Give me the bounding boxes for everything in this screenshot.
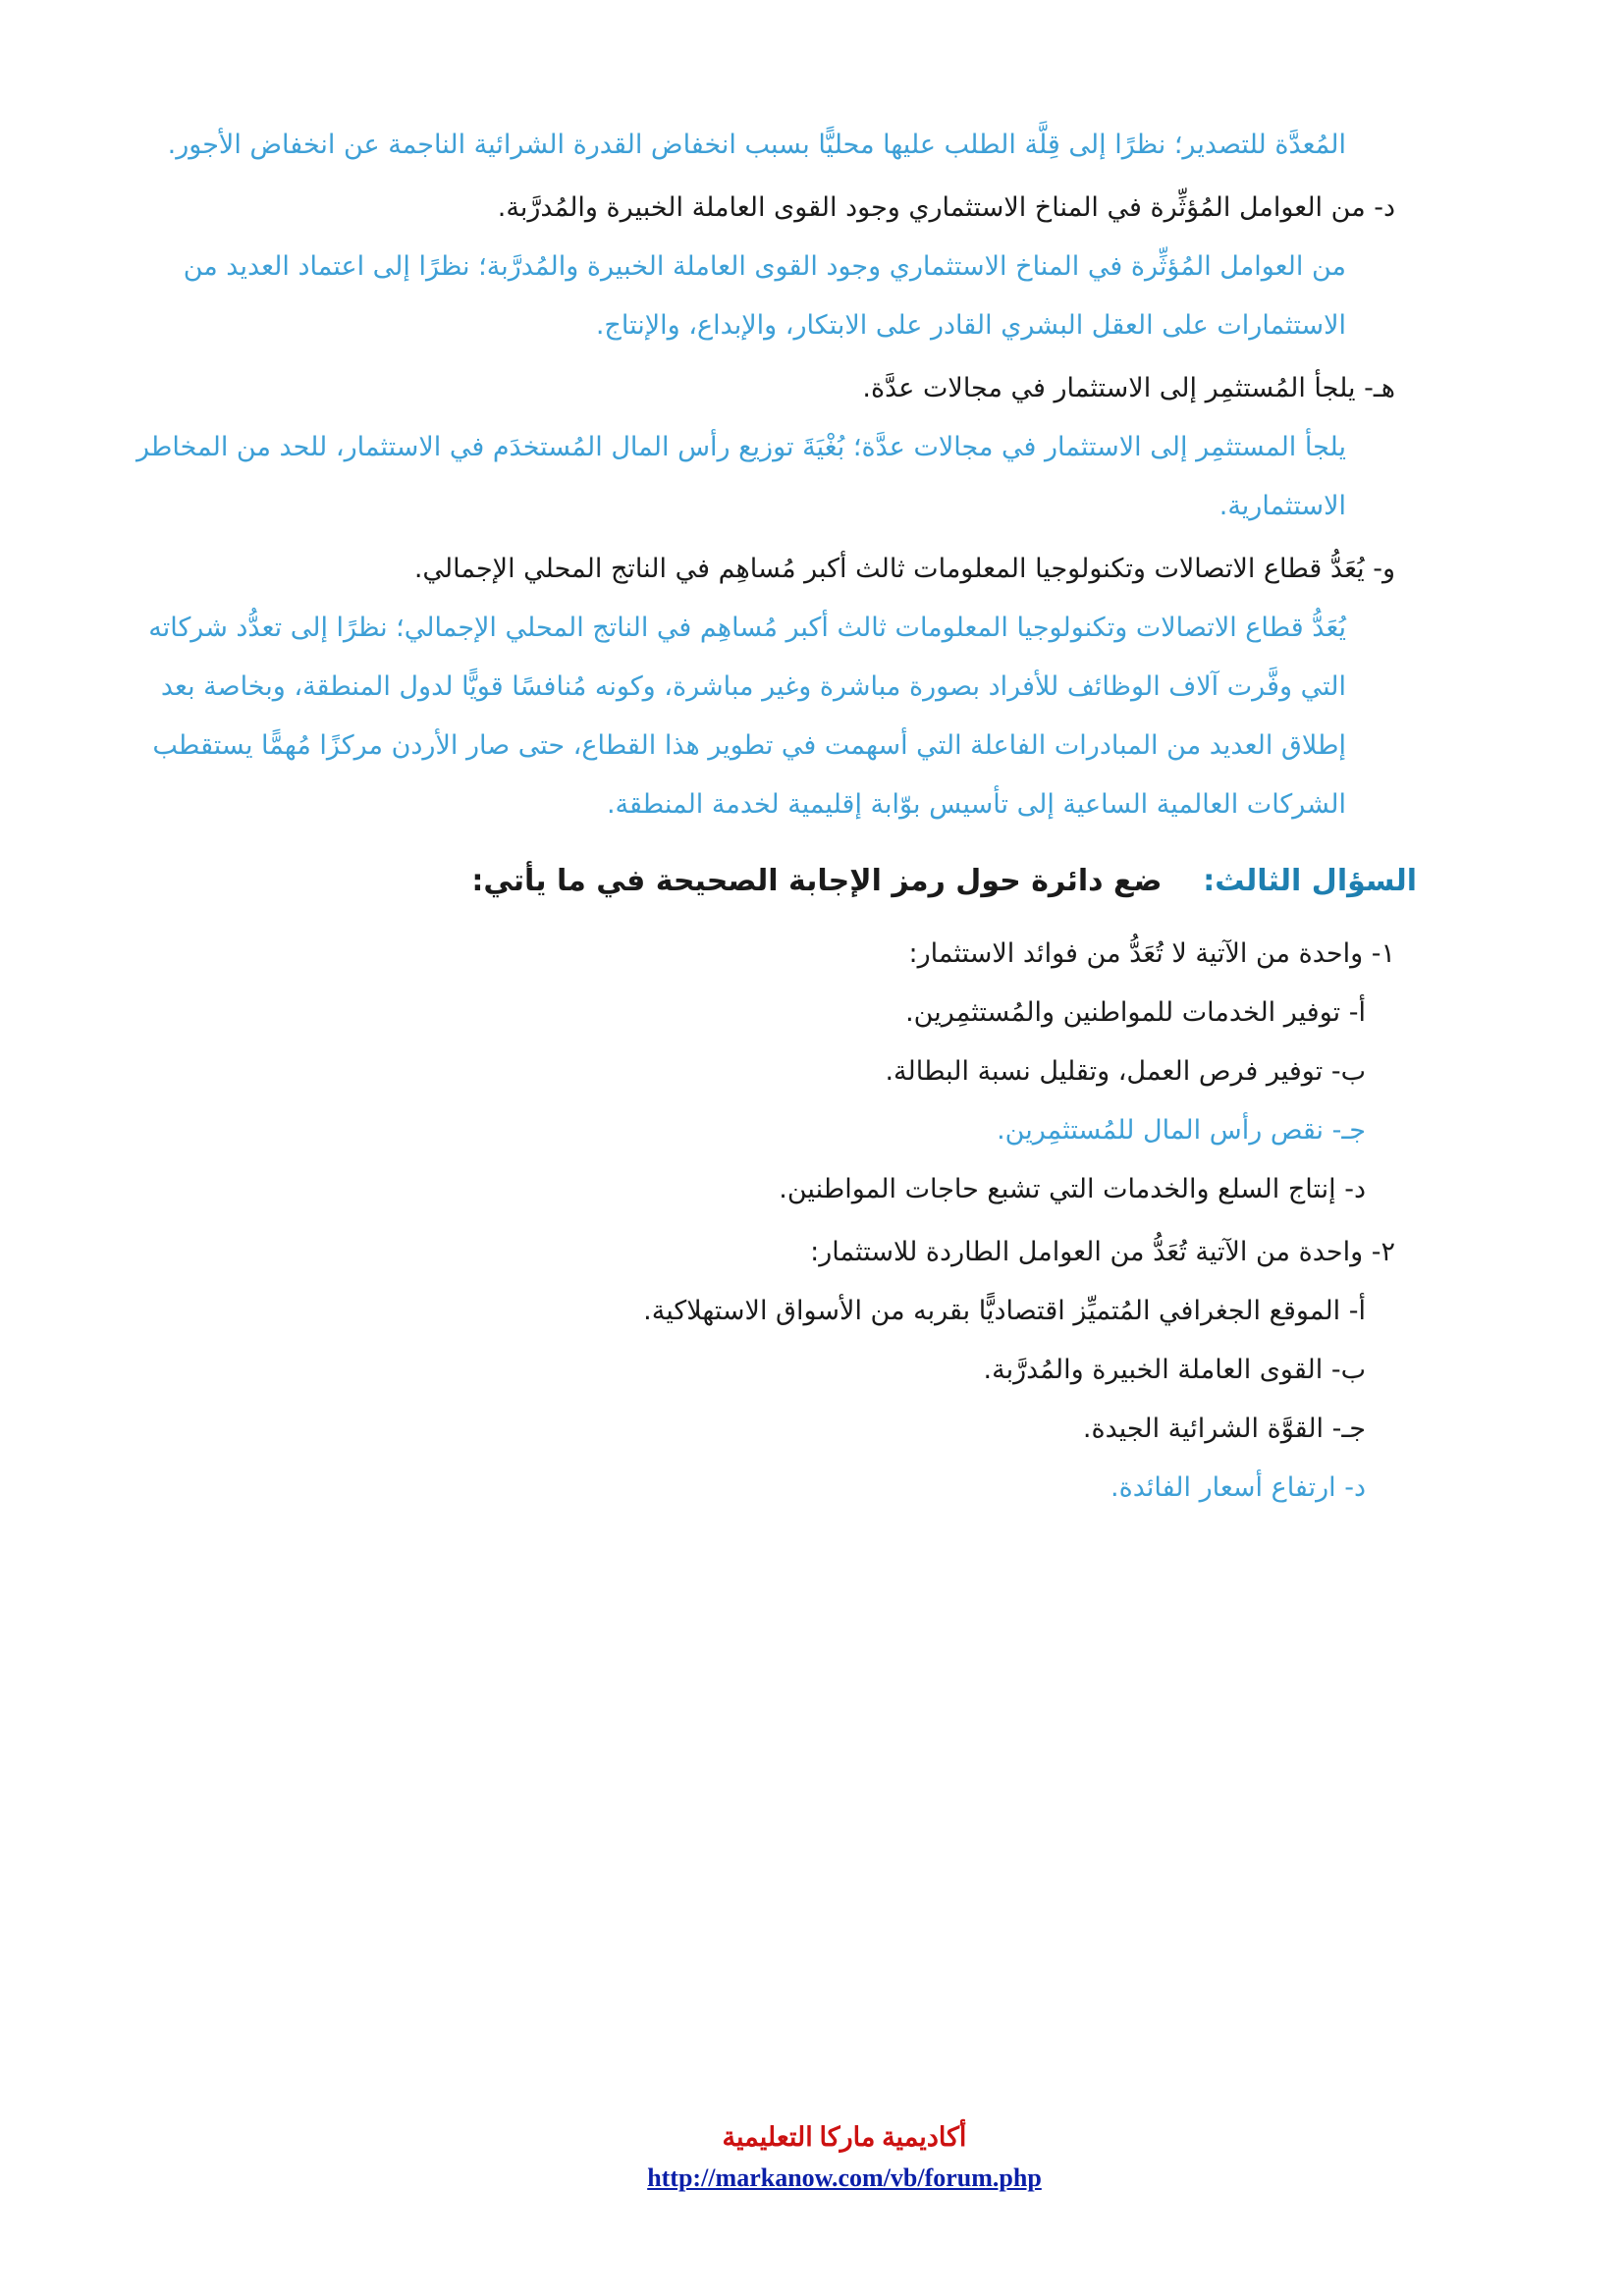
footer-forum-link[interactable]: http://markanow.com/vb/forum.php xyxy=(647,2163,1042,2192)
question-he: هـ- يلجأ المُستثمِر إلى الاستثمار في مجالات عدَّة. xyxy=(862,373,1395,403)
mcq-2-option-d: د- ارتفاع أسعار الفائدة. xyxy=(1110,1472,1366,1503)
worksheet-content xyxy=(119,116,1417,1518)
question-d: د- من العوامل المُؤثِّرة في المناخ الاستثماري وجود القوى العاملة الخبيرة والمُدرَّبة. xyxy=(497,192,1395,223)
answer-w: يُعَدُّ قطاع الاتصالات وتكنولوجيا المعلومات ثالث أكبر مُساهِم في الناتج المحلي الإجمالي؛ نظرًا إلى تعدُّد شركاته التي وفَّرت آلاف الوظائف للأفراد بصورة مباشرة وغير مباشرة، وكونه مُنافسًا قويًّا لدول المنطقة، وبخاصة بعد إطلاق العديد من المبادرات الفاعلة التي أسهمت في تطوير هذا القطاع، حتى صار الأردن مركزًا مُهمًّا يستقطب الشركات العالمية الساعية إلى تأسيس بوّابة إقليمية لخدمة المنطقة. xyxy=(148,613,1346,820)
page-footer xyxy=(550,2115,1139,2198)
section-3-instruction: ضع دائرة حول رمز الإجابة الصحيحة في ما يأتي: xyxy=(471,864,1163,898)
mcq-2-stem: ٢- واحدة من الآتية تُعَدُّ من العوامل الطاردة للاستثمار: xyxy=(810,1237,1395,1267)
mcq-1-option-d: د- إنتاج السلع والخدمات التي تشبع حاجات المواطنين. xyxy=(779,1174,1366,1204)
section-3-heading xyxy=(119,852,1417,911)
mcq-1-stem: ١- واحدة من الآتية لا تُعَدُّ من فوائد الاستثمار: xyxy=(908,938,1395,969)
mcq-2-option-a: أ- الموقع الجغرافي المُتميِّز اقتصاديًّا بقربه من الأسواق الاستهلاكية. xyxy=(643,1296,1366,1326)
mcq-2-option-c: جـ- القوَّة الشرائية الجيدة. xyxy=(1082,1414,1366,1444)
answer-d: من العوامل المُؤثِّرة في المناخ الاستثماري وجود القوى العاملة الخبيرة والمُدرَّبة؛ نظرًا إلى اعتماد العديد من الاستثمارات على العقل البشري القادر على الابتكار، والإبداع، والإنتاج. xyxy=(183,251,1346,341)
question-w: و- يُعَدُّ قطاع الاتصالات وتكنولوجيا المعلومات ثالث أكبر مُساهِم في الناتج المحلي الإجمالي. xyxy=(413,554,1395,584)
section-3-label: السؤال الثالث: xyxy=(1203,864,1417,898)
mcq-1-option-c: جـ- نقص رأس المال للمُستثمِرين. xyxy=(997,1115,1366,1146)
mcq-1-option-b: ب- توفير فرص العمل، وتقليل نسبة البطالة. xyxy=(885,1056,1366,1087)
answer-he: يلجأ المستثمِر إلى الاستثمار في مجالات عدَّة؛ بُغْيَةَ توزيع رأس المال المُستخدَم في الاستثمار، للحد من المخاطر الاستثمارية. xyxy=(135,432,1346,521)
mcq-2-option-b: ب- القوى العاملة الخبيرة والمُدرَّبة. xyxy=(983,1355,1366,1385)
mcq-1-option-a: أ- توفير الخدمات للمواطنين والمُستثمِرين. xyxy=(905,997,1366,1028)
footer-academy-name: أكاديمية ماركا التعليمية xyxy=(722,2122,967,2152)
answer-h-tail: المُعدَّة للتصدير؛ نظرًا إلى قِلَّة الطلب عليها محليًّا بسبب انخفاض القدرة الشرائية الناجمة عن انخفاض الأجور. xyxy=(167,130,1346,160)
